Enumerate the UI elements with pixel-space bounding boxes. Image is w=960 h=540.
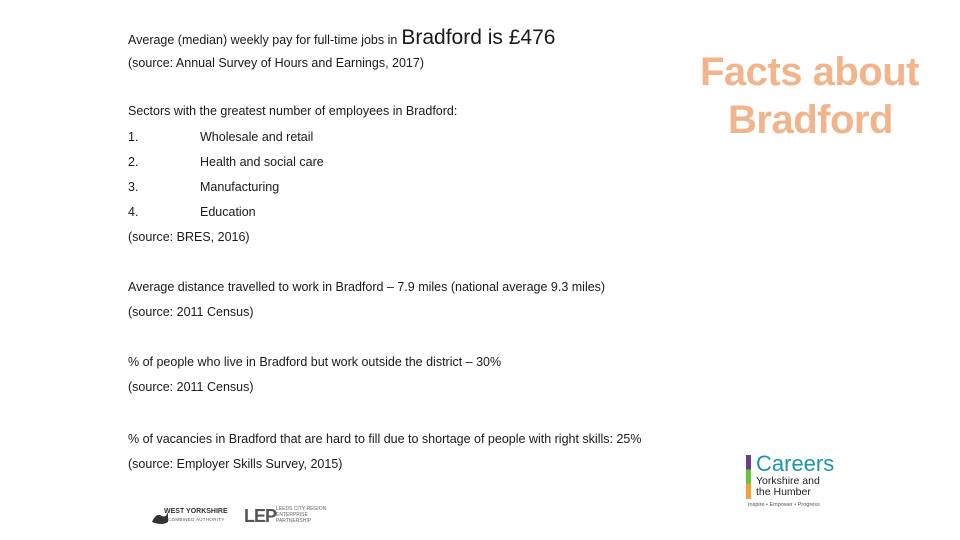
title-line-2: Bradford [728, 98, 893, 142]
pay-source: (source: Annual Survey of Hours and Earnings, 2017) [128, 56, 425, 70]
title-line-1: Facts about [700, 50, 919, 94]
outside-statement: % of people who live in Bradford but work outside the district – 30% [128, 355, 502, 369]
pay-value: Bradford is £476 [401, 26, 556, 49]
vacancies-source: (source: Employer Skills Survey, 2015) [128, 457, 343, 471]
west-yorkshire-logo-line1: WEST YORKSHIRE [164, 508, 228, 515]
careers-logo-sub1: Yorkshire and [756, 475, 820, 487]
sector-label: Manufacturing [200, 180, 280, 194]
sectors-heading: Sectors with the greatest number of employees in Bradford: [128, 104, 458, 118]
distance-statement: Average distance travelled to work in Bradford – 7.9 miles (national average 9.3 miles) [128, 280, 606, 294]
lep-logo-text [276, 506, 326, 524]
page-title [700, 48, 919, 144]
lep-logo-line3: PARTNERSHIP [276, 518, 312, 524]
careers-logo-word: Careers [756, 451, 835, 476]
distance-source: (source: 2011 Census) [128, 305, 254, 319]
careers-logo-sub2: the Humber [756, 486, 811, 498]
careers-logo-subtitle [756, 476, 820, 498]
lep-logo-line1: LEEDS CITY REGION [276, 506, 327, 512]
sector-num: 4. [128, 205, 139, 219]
lep-logo-line2: ENTERPRISE [276, 512, 308, 518]
west-yorkshire-logo [150, 506, 236, 528]
pay-statement [128, 26, 555, 50]
pay-label: Average (median) weekly pay for full-time jobs in [128, 33, 398, 47]
careers-logo-bar [746, 455, 751, 499]
vacancies-statement: % of vacancies in Bradford that are hard to fill due to shortage of people with right skills: 25% [128, 432, 642, 446]
sector-num: 1. [128, 130, 139, 144]
lep-logo-mark: LEP [244, 506, 277, 526]
lep-logo [244, 506, 334, 528]
sector-label: Health and social care [200, 155, 324, 169]
sector-num: 2. [128, 155, 139, 169]
west-yorkshire-logo-line2: COMBINED AUTHORITY [168, 517, 225, 522]
sectors-source: (source: BRES, 2016) [128, 230, 250, 244]
sector-label: Education [200, 205, 256, 219]
careers-logo-tagline: Inspire • Empower • Progress [748, 502, 820, 508]
sector-num: 3. [128, 180, 139, 194]
sector-label: Wholesale and retail [200, 130, 314, 144]
outside-source: (source: 2011 Census) [128, 380, 254, 394]
careers-logo [746, 452, 846, 510]
